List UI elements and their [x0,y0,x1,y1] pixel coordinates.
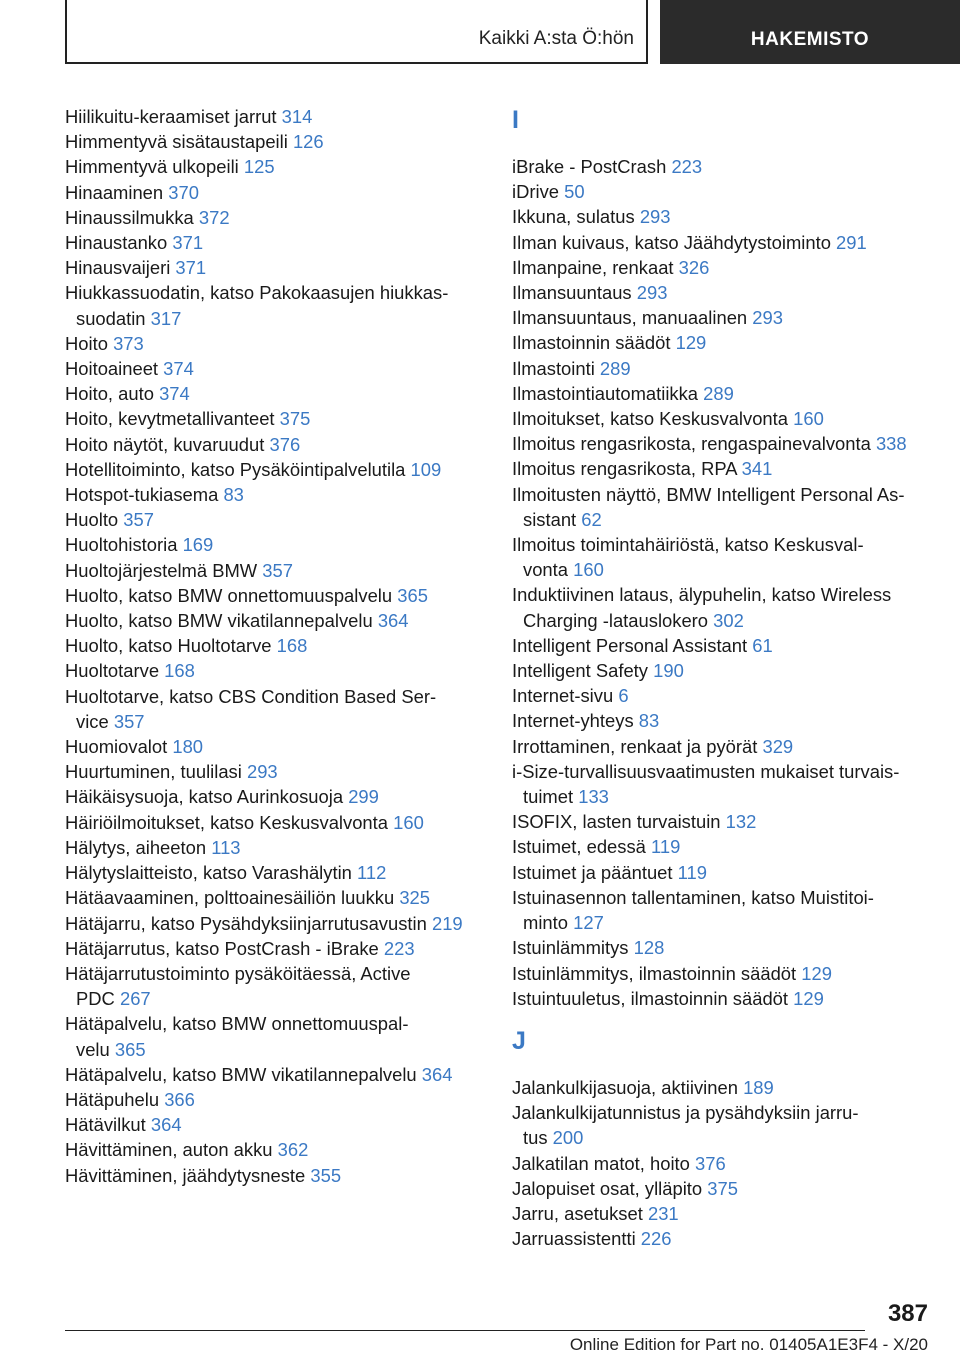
page-link[interactable]: 362 [277,1139,309,1161]
page-link[interactable]: 314 [281,106,313,127]
index-entry [512,809,932,834]
page-number: 387 [887,1300,928,1327]
index-entry-text: Istuinasennon tallentaminen, katso Muistitoi- [512,886,874,908]
index-entry [512,582,932,632]
index-entry [512,658,932,683]
index-entry [65,583,485,608]
index-entry-text: Hätävilkut [65,1114,146,1136]
index-entry-text: iDrive [512,181,560,203]
page-link[interactable]: 364 [421,1063,453,1085]
page-link[interactable]: 357 [262,559,293,581]
page-link[interactable]: 132 [725,811,757,833]
index-entry-text: Jalankulkijasuoja, aktiivinen [512,1076,738,1098]
index-entry-text: Hoito näytöt, kuvaruudut [65,433,265,455]
index-entry [65,482,485,507]
index-entry [65,381,485,406]
index-entry [65,1163,485,1188]
index-entry-text: Irrottaminen, renkaat ja pyörät [512,735,758,757]
index-entry [65,154,485,179]
index-entry [512,356,932,381]
index-entry [65,230,485,255]
index-entry [65,457,485,482]
index-entry [65,532,485,557]
page-link[interactable]: 374 [159,383,190,405]
index-entry-text: Hoito, auto [65,383,154,405]
footer-edition: Online Edition for Part no. 01405A1E3F4 - X/20 [569,1335,928,1354]
index-entry-text: Istuinlämmitys, ilmastoinnin säädöt [512,962,797,984]
index-entry [512,532,932,582]
index-entry [65,759,485,784]
index-column-right [512,104,932,1251]
index-entry-text: Ilmastointi [512,357,595,379]
page-link[interactable]: 291 [836,231,867,253]
index-entry-continuation: Charging -latauslokero [523,609,709,631]
index-entry [512,1100,932,1150]
page-link[interactable]: 61 [752,634,773,656]
page-link[interactable]: 129 [675,332,707,354]
index-entry-text: Huolto [65,509,119,531]
index-entry-text: Induktiivinen lataus, älypuhelin, katso Wireless [512,584,892,606]
index-letter-heading: J [512,1026,526,1055]
index-entry-text: Hätäavaaminen, polttoainesäiliön luukku [65,887,395,909]
page-link[interactable]: 180 [172,736,204,758]
index-entry-text: Jalankulkijatunnistus ja pysähdyksiin jarru- [512,1102,859,1124]
index-entry [512,633,932,658]
index-entry [512,759,932,809]
index-entry [512,961,932,986]
index-entry [512,708,932,733]
index-entry-continuation: vonta [523,559,568,581]
index-entry-text: Huolto, katso BMW vikatilannepalvelu [65,610,373,632]
index-entry-text: Häikäisysuoja, katso Aurinkosuoja [65,786,344,808]
index-entry-text: Hälytys, aiheeton [65,836,207,858]
page-link[interactable]: 366 [164,1088,195,1110]
index-entry-text: Istuintuuletus, ilmastoinnin säädöt [512,987,789,1009]
index-entry-text: Huurtuminen, tuulilasi [65,761,242,783]
index-entry-text: Ilmansuuntaus, manuaalinen [512,307,748,329]
index-entry-text: Ilmoitus rengasrikosta, RPA [512,458,737,480]
page-link[interactable]: 50 [564,181,585,203]
index-entry-text: Ilmoitusten näyttö, BMW Intelligent Personal As- [512,483,905,505]
page-link[interactable]: 6 [618,685,629,707]
index-entry-text: Hiilikuitu-keraamiset jarrut [65,106,277,127]
index-entry [65,331,485,356]
index-entry [512,885,932,935]
index-entry-text: Istuimet, edessä [512,836,646,858]
index-entry [65,1062,485,1087]
index-entry [65,507,485,532]
index-entry-text: Huolto, katso BMW onnettomuuspalvelu [65,584,393,606]
index-entry-continuation: tus [523,1127,548,1149]
index-entry-text: Ilmansuuntaus [512,282,632,304]
page-link[interactable]: 223 [671,156,703,177]
page-link[interactable]: 128 [633,937,665,959]
index-entry-text: Himmentyvä sisätaustapeili [65,131,288,153]
page-link[interactable]: 129 [801,962,832,984]
page-link[interactable]: 62 [581,508,602,530]
index-entry [512,683,932,708]
index-entry-text: Hävittäminen, jäähdytysneste [65,1164,306,1186]
page-link[interactable]: 338 [875,433,907,455]
page-link[interactable]: 119 [677,861,707,883]
index-entry [512,230,932,255]
index-entry-text: Ilman kuivaus, katso Jäähdytystoiminto [512,231,831,253]
page-link[interactable]: 325 [399,887,431,909]
page-link[interactable]: 293 [636,282,668,304]
index-tab[interactable] [660,0,960,64]
index-entry-text: Internet-sivu [512,685,614,707]
index-entry-text: Hävittäminen, auton akku [65,1139,273,1161]
page-link[interactable]: 231 [647,1202,679,1224]
index-entry-text: Jalopuiset osat, ylläpito [512,1177,703,1199]
page-link[interactable]: 168 [164,660,195,682]
page-link[interactable]: 293 [639,206,671,228]
index-entry-continuation: tuimet [523,786,574,808]
index-entry-text: Hiukkassuodatin, katso Pakokaasujen hiukkas- [65,282,449,304]
page-link[interactable]: 226 [640,1228,672,1250]
page-link[interactable]: 169 [182,534,214,556]
page-link[interactable]: 293 [752,307,783,329]
page-link[interactable]: 113 [211,836,241,858]
page-link[interactable]: 160 [393,811,424,833]
page-link[interactable]: 374 [163,358,194,380]
index-entry-continuation: vice [76,710,109,732]
index-entry-text: Huolto, katso Huoltotarve [65,635,272,657]
page-link[interactable]: 357 [113,710,145,732]
page-link[interactable]: 129 [793,987,824,1009]
page-link[interactable]: 376 [269,433,301,455]
index-entry-text: Hoito, kevytmetallivanteet [65,408,275,430]
page-link[interactable]: 293 [246,761,278,783]
page-link[interactable]: 289 [703,382,734,404]
page-link[interactable]: 364 [150,1114,182,1136]
index-entry-text: Intelligent Personal Assistant [512,634,748,656]
index-entry [65,104,485,129]
index-entry [65,684,485,734]
index-entry [65,406,485,431]
index-entry [512,1075,932,1100]
page-link[interactable]: 302 [713,609,744,631]
index-entry-text: Huomiovalot [65,736,168,758]
index-entry [65,1112,485,1137]
index-entry [512,204,932,229]
index-entry [512,935,932,960]
index-entry [65,658,485,683]
page-link[interactable]: 341 [741,458,773,480]
index-entry [512,834,932,859]
index-entry-text: Himmentyvä ulkopeili [65,156,239,178]
page-link[interactable]: 219 [431,912,463,934]
index-entry-text: Hinaustanko [65,232,168,254]
index-entry [65,255,485,280]
index-entry [65,432,485,457]
page-link[interactable]: 168 [276,635,308,657]
index-entry [65,1011,485,1061]
index-entry [65,558,485,583]
index-entry [65,784,485,809]
page-link[interactable]: 375 [707,1177,738,1199]
page-link[interactable]: 373 [113,332,144,354]
index-entry [65,860,485,885]
index-entry-text: Hätäpuhelu [65,1088,160,1110]
index-entry-text: Huoltohistoria [65,534,178,556]
index-entry [65,734,485,759]
index-entry-text: Ikkuna, sulatus [512,206,635,228]
index-entry [65,911,485,936]
page-link[interactable]: 200 [552,1127,584,1149]
index-entry [65,280,485,330]
page-link[interactable]: 371 [175,257,207,279]
index-entry-text: Jarru, asetukset [512,1202,643,1224]
index-entry [65,1087,485,1112]
index-entry-text: iBrake - PostCrash [512,156,667,177]
page-link[interactable]: 83 [638,710,660,732]
section-tab-label: Kaikki A:sta Ö:hön [478,28,634,49]
index-entry-text: Intelligent Safety [512,660,648,682]
page-link[interactable]: 223 [383,937,415,959]
index-entry [512,406,932,431]
page-link[interactable]: 370 [168,181,199,203]
index-entry-text: Hätäjarru, katso Pysähdyksiinjarrutusavustin [65,912,427,934]
index-entry-continuation: minto [523,912,568,934]
index-entry-text: Hälytyslaitteisto, katso Varashälytin [65,862,352,884]
page-link[interactable]: 355 [310,1164,342,1186]
page-link[interactable]: 267 [119,988,151,1010]
index-entry-text: Istuimet ja pääntuet [512,861,673,883]
index-entry [512,986,932,1011]
index-entry [512,381,932,406]
index-tab-label: HAKEMISTO [750,29,870,50]
index-entry-text: Hätäjarrutustoiminto pysäköitäessä, Active [65,962,411,984]
page-link[interactable]: 317 [150,307,182,329]
page-link[interactable]: 125 [243,156,275,178]
index-entry [512,305,932,330]
index-entry-text: Huoltotarve, katso CBS Condition Based Ser- [65,685,437,707]
index-entry-text: ISOFIX, lasten turvaistuin [512,811,721,833]
index-entry [512,1226,932,1251]
index-entry-text: Jalkatilan matot, hoito [512,1152,690,1174]
page-link[interactable]: 365 [114,1038,146,1060]
index-entry [65,633,485,658]
page-link[interactable]: 127 [573,912,604,934]
index-letter-heading: I [512,106,519,134]
page-link[interactable]: 160 [793,408,824,430]
index-entry [512,1176,932,1201]
index-entry [65,961,485,1011]
index-entry [65,180,485,205]
index-column-left [65,104,485,1188]
index-entry [512,1151,932,1176]
index-entry [512,154,932,179]
page-link[interactable]: 365 [397,584,428,606]
page-link[interactable]: 299 [348,786,379,808]
page-link[interactable]: 109 [410,458,442,480]
index-entry [65,205,485,230]
index-entry-text: Hinausvaijeri [65,257,171,279]
index-entry [512,456,932,481]
index-entry-text: Hotspot-tukiasema [65,484,219,506]
index-entry-text: Ilmoitus toimintahäiriöstä, katso Keskusval- [512,534,864,556]
index-entry-text: Häiriöilmoitukset, katso Keskusvalvonta [65,811,388,833]
index-entry-text: Hoito [65,332,108,354]
index-entry [65,1137,485,1162]
index-entry-text: Huoltotarve [65,660,160,682]
index-entry [512,860,932,885]
index-entry-text: Hätäjarrutus, katso PostCrash - iBrake [65,937,379,959]
index-entry-text: Ilmastoinnin säädöt [512,332,671,354]
index-entry-text: Ilmastointiautomatiikka [512,382,699,404]
page-link[interactable]: 190 [653,660,684,682]
page-link[interactable]: 189 [743,1076,774,1098]
page-link[interactable]: 357 [123,509,154,531]
page-link[interactable]: 329 [762,735,794,757]
index-entry [512,431,932,456]
page-link[interactable]: 326 [678,256,710,278]
index-entry [65,608,485,633]
index-entry [65,129,485,154]
index-entry-text: Huoltojärjestelmä BMW [65,559,258,581]
index-entry-text: Ilmoitukset, katso Keskusvalvonta [512,408,788,430]
index-entry-text: Hätäpalvelu, katso BMW vikatilannepalvelu [65,1063,417,1085]
index-entry-continuation: sistant [523,508,577,530]
index-entry-text: Hotellitoiminto, katso Pysäköintipalvelutila [65,458,406,480]
index-entry-text: Internet-yhteys [512,710,634,732]
index-entry-text: Ilmoitus rengasrikosta, rengaspainevalvonta [512,433,871,455]
page-link[interactable]: 372 [198,206,230,228]
index-entry [512,1201,932,1226]
index-entry [512,482,932,532]
index-entry-text: Hinaaminen [65,181,164,203]
footer-divider [65,1330,865,1331]
section-tab[interactable] [65,0,648,64]
index-entry [65,835,485,860]
index-entry-continuation: velu [76,1038,110,1060]
index-entry [65,885,485,910]
index-entry [65,810,485,835]
index-entry-text: Istuinlämmitys [512,937,629,959]
index-entry [65,936,485,961]
index-entry-text: Hinaussilmukka [65,206,194,228]
index-entry-text: Ilmanpaine, renkaat [512,256,674,278]
index-entry-text: Jarruassistentti [512,1228,636,1250]
index-entry [512,734,932,759]
page-link[interactable]: 133 [578,786,609,808]
page-link[interactable]: 371 [172,232,204,254]
index-entry-text: Hätäpalvelu, katso BMW onnettomuuspal- [65,1013,409,1035]
page-link[interactable]: 126 [292,131,324,153]
page-link[interactable]: 119 [651,836,681,858]
page-link[interactable]: 112 [357,862,387,884]
page-link[interactable]: 289 [599,357,631,379]
page-link[interactable]: 364 [377,610,409,632]
index-entry [512,330,932,355]
page-link[interactable]: 375 [279,408,311,430]
index-entry-text: Hoitoaineet [65,358,159,380]
index-entry [512,179,932,204]
page-link[interactable]: 83 [223,484,244,506]
page-link[interactable]: 160 [573,559,604,581]
index-entry [512,280,932,305]
index-entry-continuation: PDC [76,988,115,1010]
page-link[interactable]: 376 [695,1152,726,1174]
index-entry-text: i-Size-turvallisuusvaatimusten mukaiset turvais- [512,760,900,782]
index-entry [512,255,932,280]
index-entry [65,356,485,381]
index-entry-continuation: suodatin [76,307,146,329]
